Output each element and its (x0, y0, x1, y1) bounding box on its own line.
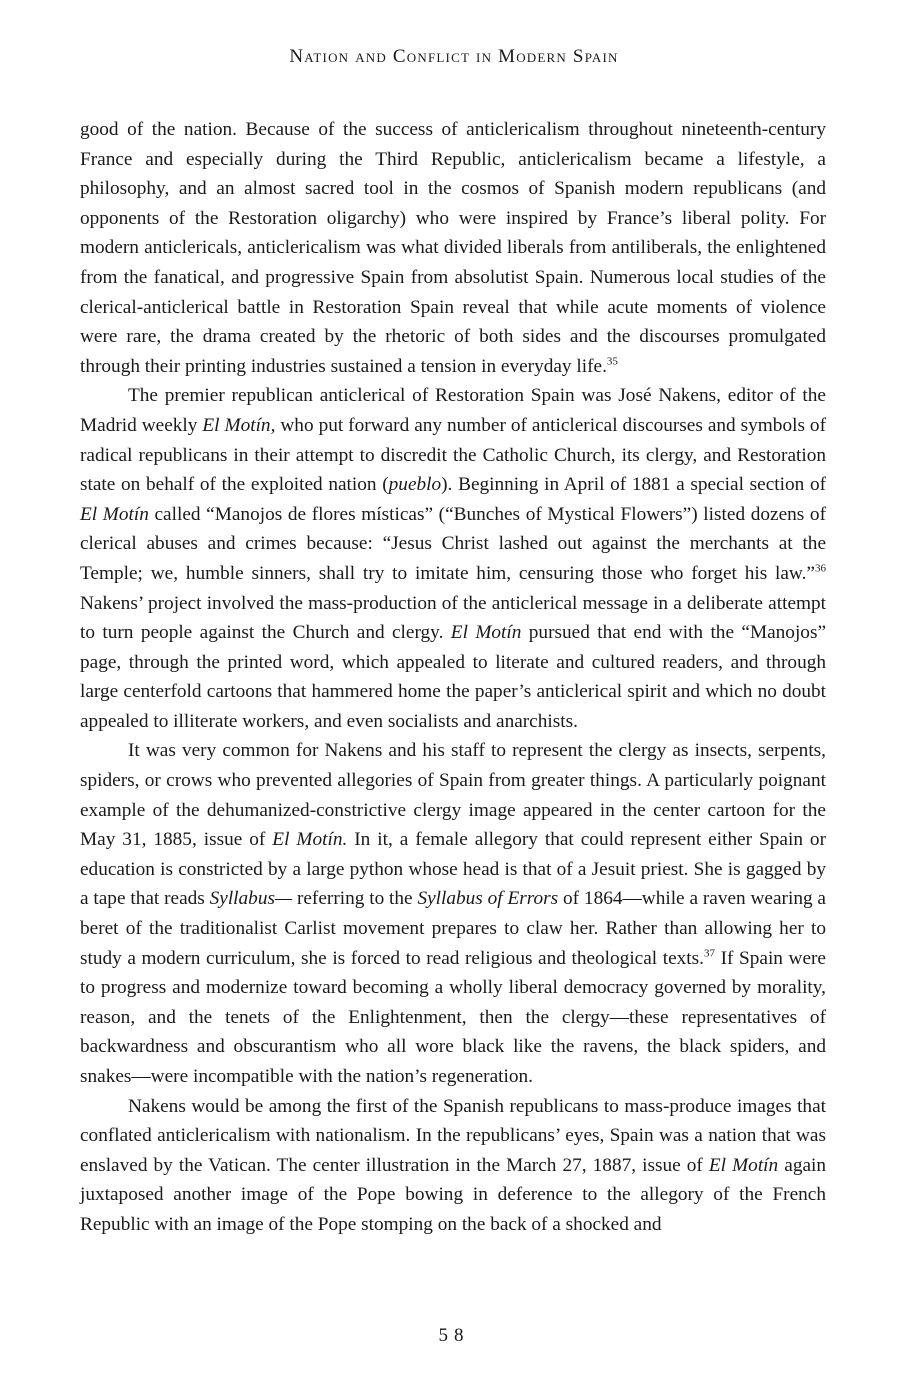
text-run: good of the nation. Because of the success of anticlericalism throughout nineteenth-century France and especially during the Third Republic, anticlericalism became a lifestyle, a philosophy, and an almost sacred tool in the cosmos of Spanish modern republicans (and opponents of the Restoration oligarchy) who were inspired by France’s liberal polity. For modern anticlericals, anticlericalism was what divided liberals from antiliberals, the enlightened from the fanatical, and progressive Spain from absolutist Spain. Numerous local studies of the clerical-anticlerical battle in Restoration Spain reveal that while acute moments of violence were rare, the drama created by the rhetoric of both sides and the discourses promulgated through their printing industries sustained a tension in everyday life. (80, 119, 826, 377)
text-run: In it, a female allegory that could represent either Spain or education is constricted by a large python whose head is that of a Jesuit priest. She is gagged by a tape that reads (80, 829, 826, 910)
footnote-ref: 37 (703, 947, 715, 960)
text-run: Nakens’ project involved the mass-production of the anticlerical message in a deliberate attempt to turn people against the Church and clergy. (80, 592, 826, 644)
italic-text: El Motín. (272, 829, 348, 851)
italic-text: pueblo (388, 474, 442, 496)
running-head: Nation and Conflict in Modern Spain (289, 46, 619, 67)
text-run: called “Manojos de flores místicas” (“Bunches of Mystical Flowers”) listed dozens of clerical abuses and crimes because: “Jesus Christ lashed out against the merchants at the Temple; we, humble sinners, shall try to imitate him, censuring those who forget his law.” (80, 503, 826, 584)
paragraph-2 (80, 381, 826, 736)
body-text (80, 115, 826, 1240)
text-run: ). Beginning in April of 1881 a special section of (441, 474, 827, 496)
paragraph-4 (80, 1092, 826, 1240)
italic-text: Syllabus— (209, 888, 293, 910)
text-run: Nakens would be among the first of the Spanish republicans to mass-produce images that conflated anticlericalism with nationalism. In the republicans’ eyes, Spain was a nation that was enslaved by the Vatican. The center illustration in the March 27, 1887, issue of (80, 1095, 826, 1176)
paragraph-3 (80, 736, 826, 1091)
text-run: referring to the (292, 888, 418, 910)
text-run: who put forward any number of anticlerical discourses and symbols of radical republicans in their attempt to discredit the Catholic Church, its clergy, and Restoration state on behalf of the exploited nation ( (80, 414, 826, 496)
footnote-ref: 36 (815, 562, 826, 575)
italic-text: El Motín (708, 1154, 779, 1176)
italic-text: El Motín (450, 622, 522, 644)
text-run: of 1864—while a raven wearing a beret of the traditionalist Carlist movement prepares to claw her. Rather than allowing her to study a modern curriculum, she is forced to read religious and theological texts. (80, 888, 826, 969)
text-run: If Spain were to progress and modernize toward becoming a wholly liberal democracy governed by morality, reason, and the tenets of the Enlightenment, then the clergy—these representatives of backwardness and obscurantism who all wore black like the ravens, the black spiders, and snakes—were incompatible with the nation’s regeneration. (80, 947, 826, 1087)
text-run: The premier republican anticlerical of Restoration Spain was José Nakens, editor of the Madrid weekly (80, 385, 826, 436)
italic-text: El Motín (80, 503, 149, 525)
footnote-ref: 35 (606, 355, 618, 368)
paragraph-1 (80, 115, 826, 381)
italic-text: El Motín, (202, 414, 276, 436)
text-run: pursued that end with the “Manojos” page, through the printed word, which appealed to literate and cultured readers, and through large centerfold cartoons that hammered home the paper’s anticlerical spirit and which no doubt appealed to illiterate workers, and even socialists and anarchists. (80, 622, 826, 732)
italic-text: Syllabus of Errors (417, 888, 559, 910)
text-run: It was very common for Nakens and his staff to represent the clergy as insects, serpents, spiders, or crows who prevented allegories of Spain from greater things. A particularly poignant example of the dehumanized-constrictive clergy image appeared in the center cartoon for the May 31, 1885, issue of (80, 740, 826, 851)
page-number: 58 (438, 1325, 470, 1346)
text-run: again juxtaposed another image of the Pope bowing in deference to the allegory of the French Republic with an image of the Pope stomping on the back of a shocked and (80, 1154, 827, 1235)
